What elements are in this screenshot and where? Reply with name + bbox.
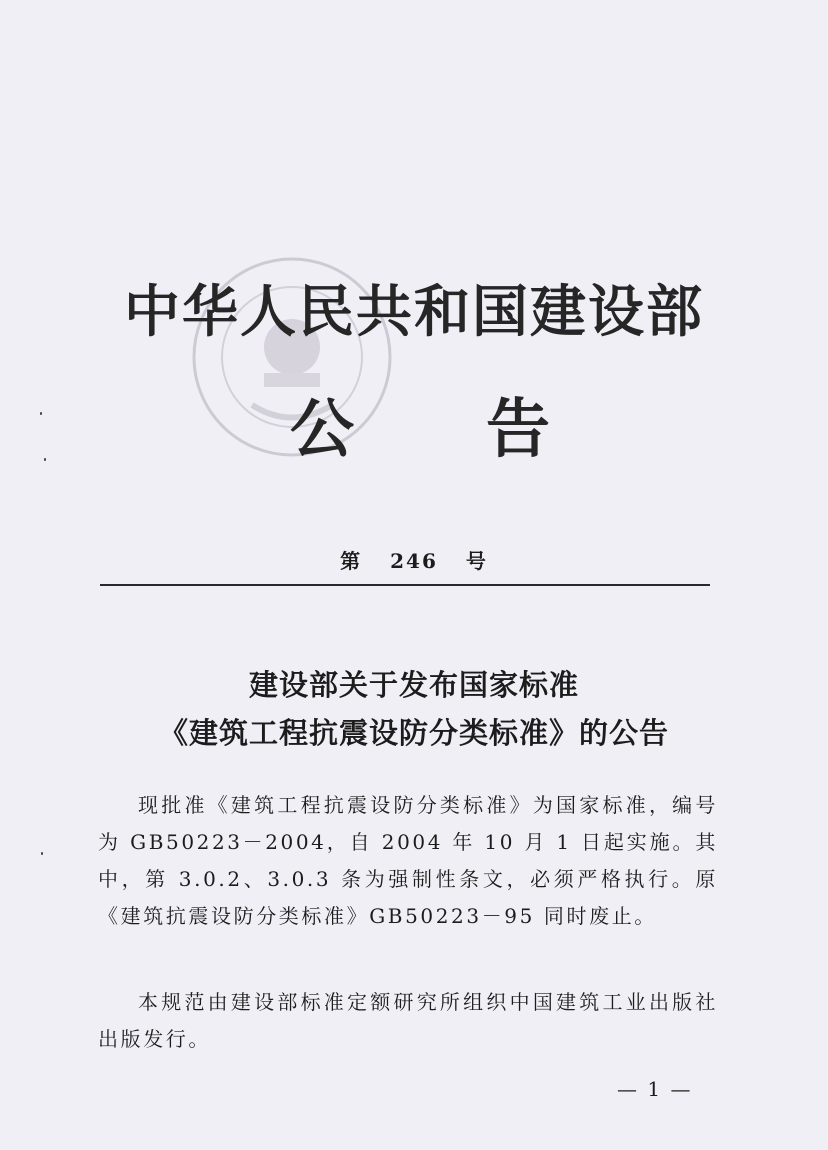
doc-number-suffix: 号 — [465, 549, 488, 573]
page-number: — 1 — — [617, 1077, 693, 1101]
document-number — [0, 545, 828, 574]
doc-number-prefix: 第 — [340, 549, 363, 573]
doc-type-char-2: 告 — [486, 393, 550, 467]
header-divider — [100, 584, 710, 586]
scan-speck — [40, 412, 42, 415]
document-type-title — [290, 378, 550, 470]
doc-type-char-1: 公 — [290, 393, 354, 467]
scan-speck — [41, 852, 43, 855]
headline-line-1: 建设部关于发布国家标准 — [248, 668, 579, 702]
issuing-authority-title: 中华人民共和国建设部 — [124, 280, 704, 345]
scan-speck — [44, 458, 46, 461]
doc-number-value: 246 — [390, 549, 438, 573]
body-paragraph-2: 本规范由建设部标准定额研究所组织中国建筑工业出版社出版发行。 — [98, 990, 718, 1051]
body-paragraph-1: 现批准《建筑工程抗震设防分类标准》为国家标准，编号为 GB50223－2004，自 2004 年 10 月 1 日起实施。其中，第 3.0.2、3.0.3 条为强制性条文，必须严格执行。原《建筑抗震设防分类标准》GB50223－95 同时废止。 — [98, 793, 718, 928]
headline-line-2: 《建筑工程抗震设防分类标准》的公告 — [158, 716, 669, 750]
